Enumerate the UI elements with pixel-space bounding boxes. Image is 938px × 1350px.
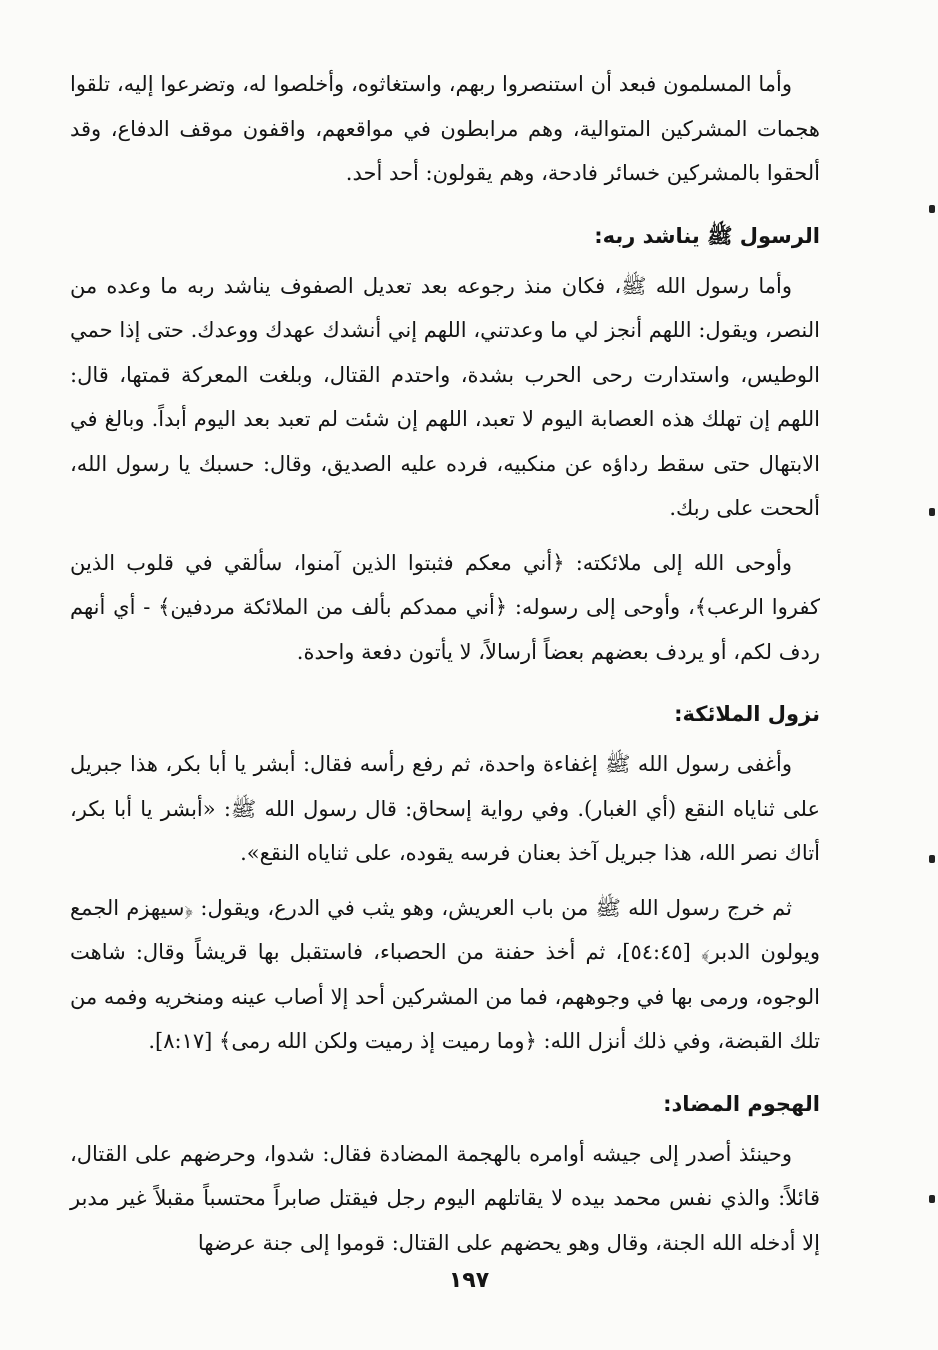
heading-descent-of-angels: نزول الملائكة: <box>674 702 820 726</box>
paragraph-muslims-steadfast: وأما المسلمون فبعد أن استنصروا ربهم، واستغاثوه، وأخلصوا له، وتضرعوا إليه، تلقوا هجمات المشركين المتوالية، وهم مرابطون في مواقعهم، واقفون موقف الدفاع، وقد ألحقوا بالمشركين خسائر فادحة، وهم يقولون: أحد أحد. <box>70 72 820 185</box>
paragraph-counter-attack-orders: وحينئذ أصدر إلى جيشه أوامره بالهجمة المضادة فقال: شدوا، وحرضهم على القتال، قائلاً: والذي نفس محمد بيده لا يقاتلهم اليوم رجل فيقتل صابراً محتسباً مقبلاً غير مدبر إلا أدخله الله الجنة، وقال وهو يحضهم على القتال: قوموا إلى جنة عرضها <box>70 1141 820 1255</box>
page-number: ١٩٧ <box>448 1268 490 1293</box>
paragraph-prophet-supplication: وأما رسول الله ﷺ، فكان منذ رجوعه بعد تعديل الصفوف يناشد ربه ما وعده من النصر، ويقول: اللهم أنجز لي ما وعدتني، اللهم إني أنشدك عهدك ووعدك. حتى إذا حمي الوطيس، واستدارت رحى الحرب بشدة، واحتدم القتال، وبلغت المعركة قمتها، قال: اللهم إن تهلك هذه العصابة اليوم لا تعبد، اللهم إن شئت لم تعبد بعد اليوم أبداً. وبالغ في الابتهال حتى سقط رداؤه عن منكبيه، فرده عليه الصديق، وقال: حسبك يا رسول الله، ألححت على ربك. <box>70 273 820 520</box>
heading-counter-attack: الهجوم المضاد: <box>663 1091 820 1116</box>
paragraph-revelation-to-angels: وأوحى الله إلى ملائكته: ﴿أني معكم فثبتوا الذين آمنوا، سألقي في قلوب الذين كفروا الرعب﴾، وأوحى إلى رسوله: ﴿أني ممدكم بألف من الملائكة مردفين﴾ - أي أنهم ردف لكم، أو يردف بعضهم بعضاً أرسالاً، لا يأتون دفعة واحدة. <box>70 550 820 664</box>
binding-hole-mark <box>929 205 935 213</box>
paragraph-glad-tidings: وأغفى رسول الله ﷺ إغفاءة واحدة، ثم رفع رأسه فقال: أبشر يا أبا بكر، هذا جبريل على ثناياه النقع (أي الغبار). وفي رواية إسحاق: قال رسول الله ﷺ: «أبشر يا أبا بكر، أتاك نصر الله، هذا جبريل آخذ بعنان فرسه يقوده، على ثناياه النقع». <box>70 752 820 865</box>
binding-hole-mark <box>929 855 935 863</box>
heading-prophet-supplicates: الرسول ﷺ يناشد ربه: <box>594 223 820 248</box>
page-body <box>70 62 820 1265</box>
binding-hole-mark <box>929 508 935 516</box>
paragraph-handful-of-pebbles: ثم خرج رسول الله ﷺ من باب العريش، وهو يثب في الدرع، ويقول: ﴿سيهزم الجمع ويولون الدبر﴾ [٥٤:٤٥]، ثم أخذ حفنة من الحصباء، فاستقبل بها قريشاً وقال: شاهت الوجوه، ورمى بها في وجوههم، فما من المشركين أحد إلا أصاب عينه ومنخريه وفمه من تلك القبضة، وفي ذلك أنزل الله: ﴿وما رميت إذ رميت ولكن الله رمى﴾ [٨:١٧]. <box>70 895 820 1053</box>
binding-hole-mark <box>929 1195 935 1203</box>
